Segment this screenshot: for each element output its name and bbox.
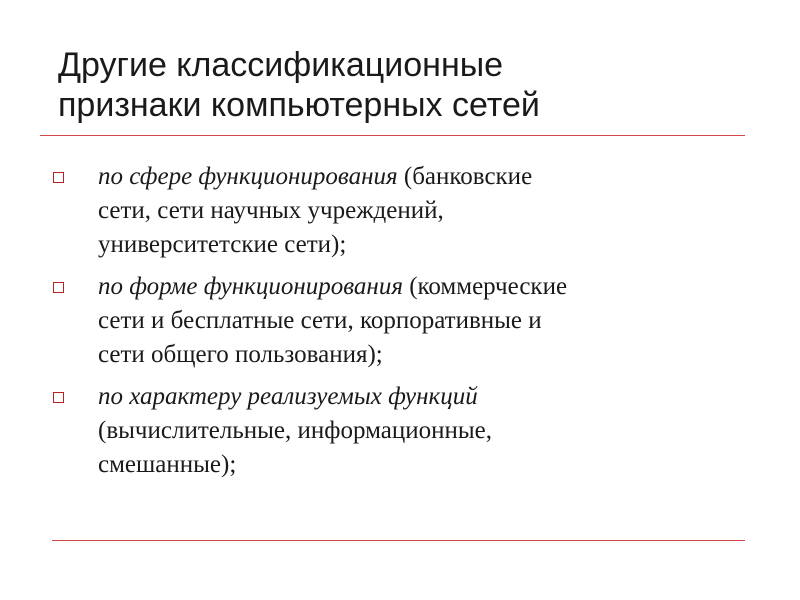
hollow-square-icon [53,282,64,293]
bullet-item-sphere [52,160,752,262]
bullet-line: университетские сети); [98,231,347,258]
title-line-1: Другие классификационные [58,46,504,84]
page-title [58,45,758,125]
footer-divider [52,540,745,541]
bullet-emphasis: по форме функционирования [98,273,403,300]
bullet-text: (банковские [397,163,533,190]
bullet-item-form [52,270,752,372]
bullet-line: сети общего пользования); [98,341,383,368]
bullet-line [98,380,752,414]
bullet-list [52,160,752,490]
bullet-line: смешанные); [98,451,237,478]
hollow-square-icon [53,392,64,403]
title-divider [40,135,745,136]
bullet-line: сети и бесплатные сети, корпоративные и [98,307,542,334]
bullet-emphasis: по сфере функционирования [98,163,398,190]
bullet-line [98,270,752,304]
bullet-text: (коммерческие [402,273,568,300]
bullet-line: (вычислительные, информационные, [98,417,492,444]
bullet-line: сети, сети научных учреждений, [98,197,444,224]
bullet-emphasis: по характеру реализуемых функций [98,383,478,410]
bullet-line [98,160,752,194]
hollow-square-icon [53,172,64,183]
title-line-2: признаки компьютерных сетей [58,86,540,124]
bullet-item-functions [52,380,752,482]
